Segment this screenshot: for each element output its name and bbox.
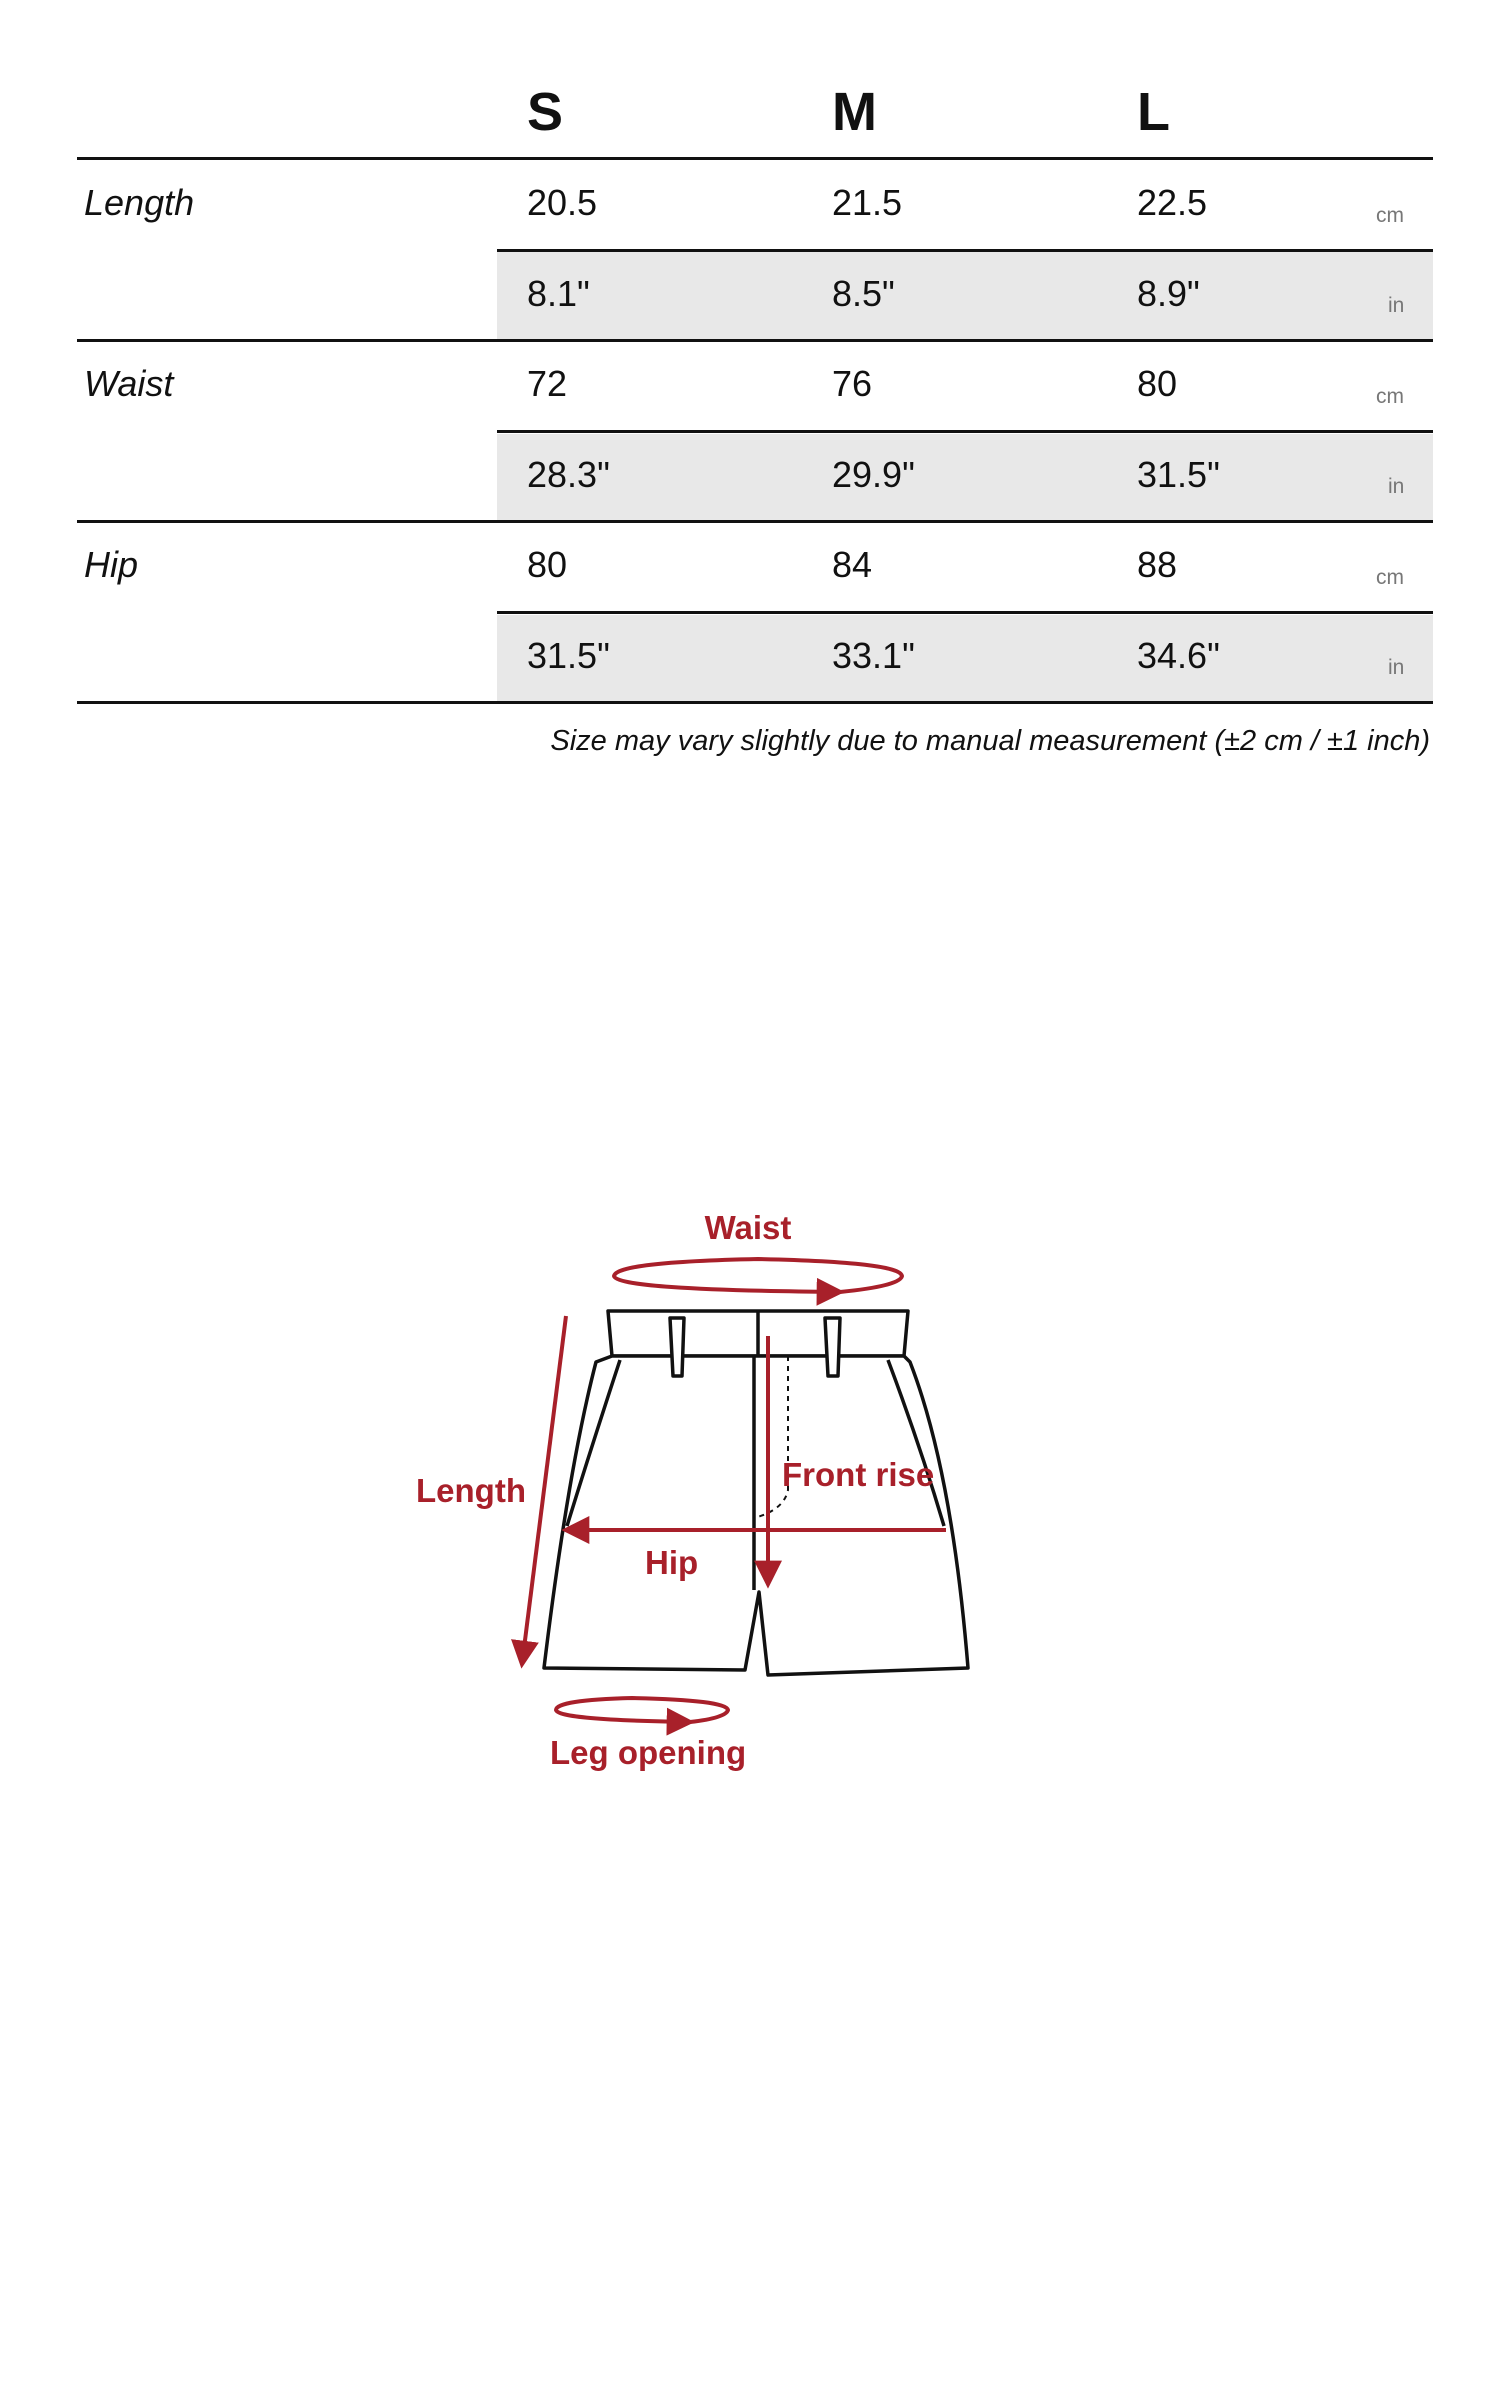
belt-loop-left <box>670 1318 684 1376</box>
waist-cm-s: 72 <box>527 363 568 404</box>
length-in-l: 8.9" <box>1137 273 1200 314</box>
label-front-rise: Front rise <box>782 1456 935 1493</box>
label-hip: Hip <box>645 1544 699 1581</box>
hip-cm-s: 80 <box>527 544 568 585</box>
rule-hip-mid <box>497 611 1433 614</box>
hip-in-l: 34.6" <box>1137 635 1220 676</box>
size-header-m: M <box>832 82 877 142</box>
waist-arrow <box>614 1259 902 1292</box>
row-shade-length-in <box>497 252 1433 339</box>
belt-loop-right <box>825 1318 840 1376</box>
hip-cm-m: 84 <box>832 544 873 585</box>
hip-cm-l: 88 <box>1137 544 1178 585</box>
waist-cm-m: 76 <box>832 363 873 404</box>
leg-opening-arrow <box>556 1698 728 1722</box>
length-cm-l: 22.5 <box>1137 182 1208 223</box>
length-unit-in: in <box>1388 294 1405 317</box>
waist-in-s: 28.3" <box>527 454 610 495</box>
size-header-l: L <box>1137 82 1170 142</box>
waist-in-m: 29.9" <box>832 454 915 495</box>
length-cm-s: 20.5 <box>527 182 598 223</box>
measurement-note: Size may vary slightly due to manual measurement (±2 cm / ±1 inch) <box>550 725 1430 757</box>
size-header-s: S <box>527 82 564 142</box>
waist-unit-in: in <box>1388 475 1405 498</box>
rule-length-bottom <box>77 339 1433 342</box>
row-label-length: Length <box>84 182 195 223</box>
rule-waist-mid <box>497 430 1433 433</box>
row-shade-waist-in <box>497 434 1433 521</box>
length-in-s: 8.1" <box>527 273 590 314</box>
label-length: Length <box>416 1472 526 1509</box>
shorts-measurement-diagram <box>0 1180 1500 1800</box>
hip-in-m: 33.1" <box>832 635 915 676</box>
row-label-hip: Hip <box>84 544 139 585</box>
length-cm-m: 21.5 <box>832 182 903 223</box>
rule-bottom <box>77 701 1433 704</box>
hip-unit-in: in <box>1388 656 1405 679</box>
hip-unit-cm: cm <box>1376 566 1404 589</box>
label-waist: Waist <box>704 1209 792 1246</box>
label-leg-opening: Leg opening <box>550 1734 747 1771</box>
shorts-outline <box>544 1311 968 1675</box>
waist-unit-cm: cm <box>1376 385 1404 408</box>
length-in-m: 8.5" <box>832 273 895 314</box>
hip-in-s: 31.5" <box>527 635 610 676</box>
rule-length-mid <box>497 249 1433 252</box>
waist-in-l: 31.5" <box>1137 454 1220 495</box>
length-unit-cm: cm <box>1376 204 1404 227</box>
waist-cm-l: 80 <box>1137 363 1178 404</box>
rule-top <box>77 157 1433 160</box>
size-table <box>0 0 1500 780</box>
rule-waist-bottom <box>77 520 1433 523</box>
row-shade-hip-in <box>497 615 1433 702</box>
row-label-waist: Waist <box>84 363 174 404</box>
